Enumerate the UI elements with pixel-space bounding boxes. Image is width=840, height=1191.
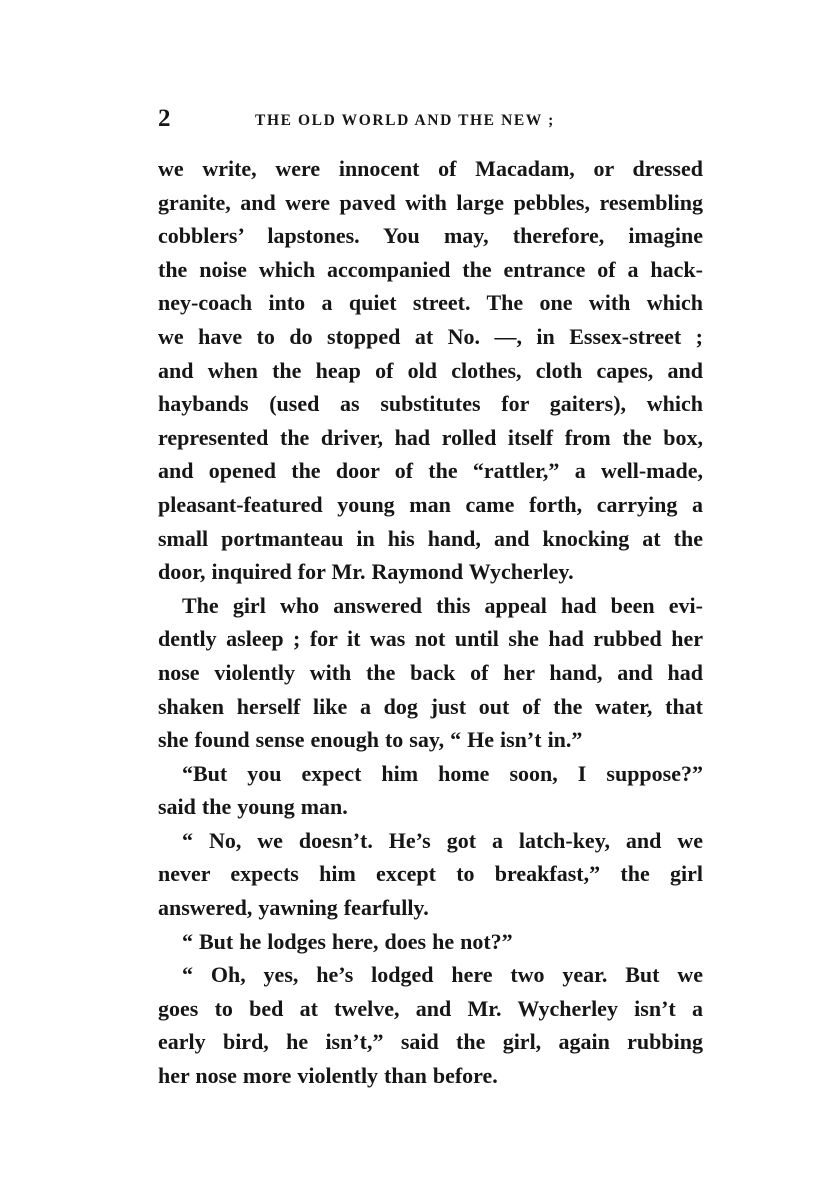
text-line: pleasant-featured young man came forth, carrying a	[158, 491, 703, 517]
running-title: THE OLD WORLD AND THE NEW ;	[255, 112, 555, 129]
text-line: door, inquired for Mr. Raymond Wycherley.	[158, 559, 574, 585]
text-line: ney-coach into a quiet street. The one with which	[158, 290, 703, 316]
text-line: answered, yawning fearfully.	[158, 895, 429, 921]
text-line: The girl who answered this appeal had been evi-	[182, 592, 703, 618]
text-line: and when the heap of old clothes, cloth capes, and	[158, 357, 703, 383]
page-number: 2	[158, 105, 171, 132]
text-line: shaken herself like a dog just out of the water, that	[158, 693, 703, 719]
text-line: nose violently with the back of her hand, and had	[158, 659, 703, 685]
text-line: we write, were innocent of Macadam, or dressed	[158, 156, 703, 181]
text-line: never expects him except to breakfast,” the girl	[158, 861, 703, 887]
text-line: “But you expect him home soon, I suppose?”	[182, 760, 703, 786]
text-line: goes to bed at twelve, and Mr. Wycherley isn’t a	[158, 995, 703, 1021]
body-text	[158, 152, 703, 1093]
text-line: we have to do stopped at No. —, in Essex-street ;	[158, 323, 703, 349]
page-header	[158, 104, 703, 134]
text-line: her nose more violently than before.	[158, 1063, 498, 1089]
text-line: “ But he lodges here, does he not?”	[182, 928, 513, 954]
text-line: “ Oh, yes, he’s lodged here two year. But we	[182, 962, 703, 988]
text-line: said the young man.	[158, 794, 348, 820]
text-line: she found sense enough to say, “ He isn’t in.”	[158, 727, 583, 753]
text-line: granite, and were paved with large pebbles, resembling	[158, 189, 703, 215]
text-line: the noise which accompanied the entrance of a hack-	[158, 256, 703, 282]
text-line: early bird, he isn’t,” said the girl, again rubbing	[158, 1029, 703, 1055]
text-line: and opened the door of the “rattler,” a well-made,	[158, 458, 703, 484]
text-line: small portmanteau in his hand, and knocking at the	[158, 525, 703, 551]
text-line: “ No, we doesn’t. He’s got a latch-key, and we	[182, 827, 703, 853]
text-line: represented the driver, had rolled itself from the box,	[158, 424, 703, 450]
text-line: dently asleep ; for it was not until she had rubbed her	[158, 626, 703, 652]
text-line: haybands (used as substitutes for gaiters), which	[158, 391, 703, 417]
text-line: cobblers’ lapstones. You may, therefore, imagine	[158, 223, 703, 249]
